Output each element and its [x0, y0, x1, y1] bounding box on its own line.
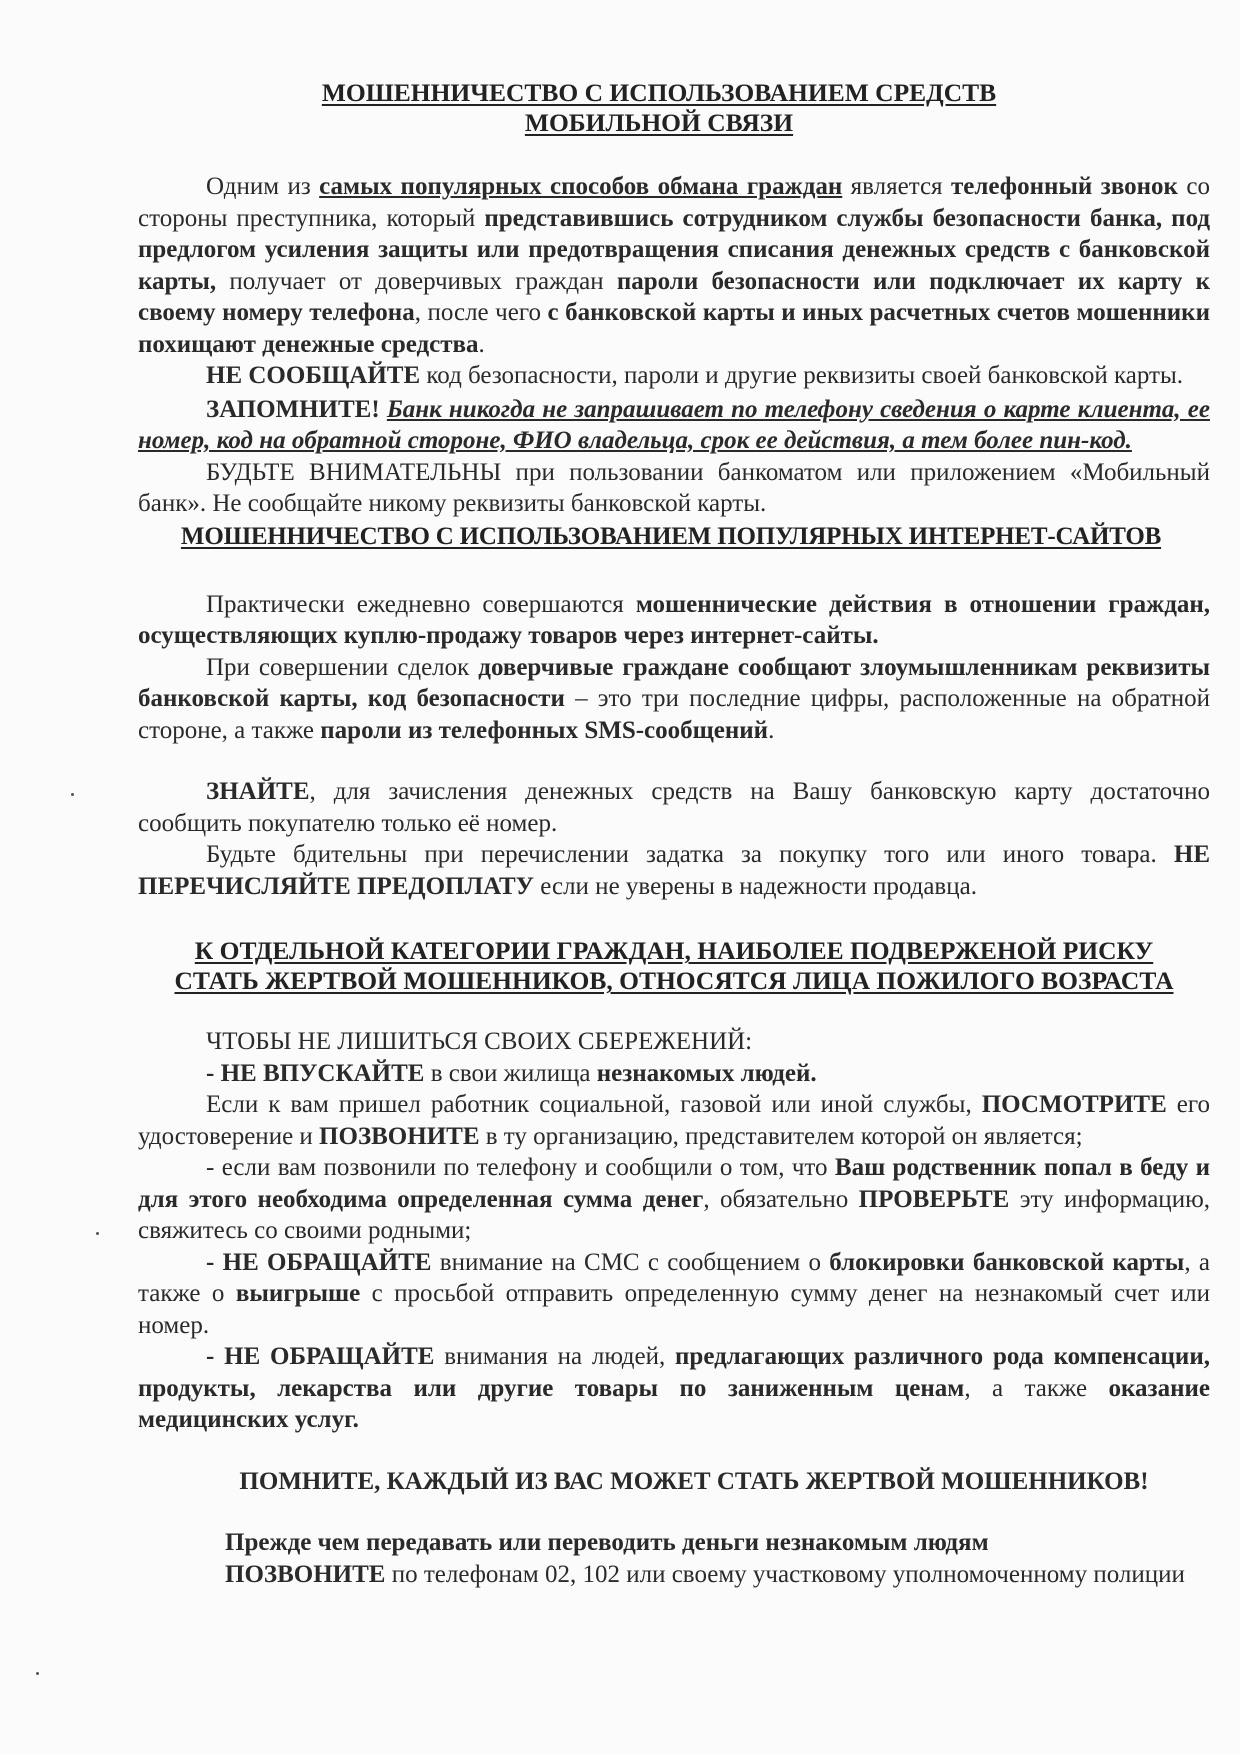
paragraph-deals: При совершении сделок доверчивые граждане сообщают злоумышленникам реквизиты банковской карты, код безопасности – это три последние цифры, расположенные на обратной стороне, а также пароли из телефонных SMS-сообщений. — [138, 653, 1210, 744]
heading-line-2: СТАТЬ ЖЕРТВОЙ МОШЕННИКОВ, ОТНОСЯТСЯ ЛИЦА ПОЖИЛОГО ВОЗРАСТА — [174, 966, 1174, 995]
heading-elderly — [138, 936, 1210, 996]
heading-mobile-fraud — [108, 78, 1210, 138]
paragraph-be-careful: БУДЬТЕ ВНИМАТЕЛЬНЫ при пользовании банкоматом или приложением «Мобильный банк». Не сообщайте никому реквизиты банковской карты. — [138, 458, 1210, 517]
document-page — [138, 78, 1210, 1590]
paragraph-phone-fraud: Одним из самых популярных способов обмана граждан является телефонный звонок со стороны преступника, который представившись сотрудником службы безопасности банка, под предлогом усиления защиты или предотвращения списания денежных средств с банковской карты, получает от доверчивых граждан пароли безопасности или подключает их карту к своему номеру телефона, после чего с банковской карты и иных расчетных счетов мошенники похищают денежные средства. — [138, 173, 1210, 358]
paragraph-sms: - НЕ ОБРАЩАЙТЕ внимание на СМС с сообщением о блокировки банковской карты, а также о выигрыше с просьбой отправить определенную сумму денег на незнакомый счет или номер. — [138, 1248, 1210, 1339]
paragraph-savings: ЧТОБЫ НЕ ЛИШИТЬСЯ СВОИХ СБЕРЕЖЕНИЙ: — [206, 1028, 753, 1055]
scan-speck — [71, 793, 74, 796]
scan-speck — [36, 1672, 39, 1675]
scan-speck — [96, 1232, 99, 1235]
heading-line-1: К ОТДЕЛЬНОЙ КАТЕГОРИИ ГРАЖДАН, НАИБОЛЕЕ ПОДВЕРЖЕНОЙ РИСКУ — [194, 936, 1154, 965]
heading-internet-fraud: МОШЕННИЧЕСТВО С ИСПОЛЬЗОВАНИЕМ ПОПУЛЯРНЫХ ИНТЕРНЕТ-САЙТОВ — [180, 522, 1162, 550]
paragraph-do-not-share: НЕ СООБЩАЙТЕ код безопасности, пароли и другие реквизиты своей банковской карты. — [206, 362, 1184, 389]
paragraph-internet-sites: Практически ежедневно совершаются мошеннические действия в отношении граждан, осуществляющих куплю-продажу товаров через интернет-сайты. — [138, 590, 1210, 649]
paragraph-offers: - НЕ ОБРАЩАЙТЕ внимания на людей, предлагающих различного рода компенсации, продукты, лекарства или другие товары по заниженным ценам, а также оказание медицинских услуг. — [138, 1343, 1210, 1433]
paragraph-call-police: Прежде чем передавать или переводить деньги незнакомым людям ПОЗВОНИТЕ по телефонам 02, 102 или своему участковому уполномоченному полиции — [225, 1529, 1185, 1588]
paragraph-warning: ПОМНИТЕ, КАЖДЫЙ ИЗ ВАС МОЖЕТ СТАТЬ ЖЕРТВОЙ МОШЕННИКОВ! — [239, 1467, 1149, 1495]
paragraph-do-not-let-in: - НЕ ВПУСКАЙТЕ в свои жилища незнакомых людей. — [206, 1059, 817, 1087]
paragraph-relative-call: - если вам позвонили по телефону и сообщили о том, что Ваш родственник попал в беду и для этого необходима определенная сумма денег, обязательно ПРОВЕРЬТЕ эту информацию, свяжитесь со своими родными; — [138, 1154, 1211, 1244]
paragraph-know: ЗНАЙТЕ, для зачисления денежных средств на Вашу банковскую карту достаточно сообщить покупателю только её номер. — [138, 778, 1210, 837]
paragraph-check-id: Если к вам пришел работник социальной, газовой или иной службы, ПОСМОТРИТЕ его удостоверение и ПОЗВОНИТЕ в ту организацию, представителем которой он является; — [138, 1091, 1211, 1150]
heading-line-1: МОШЕННИЧЕСТВО С ИСПОЛЬЗОВАНИЕМ СРЕДСТВ — [321, 78, 997, 107]
heading-line-2: МОБИЛЬНОЙ СВЯЗИ — [524, 108, 794, 137]
paragraph-remember: ЗАПОМНИТЕ! Банк никогда не запрашивает по телефону сведения о карте клиента, ее номер, код на обратной стороне, ФИО владельца, срок ее действия, а тем более пин-код. — [138, 395, 1210, 454]
paragraph-prepayment: Будьте бдительны при перечислении задатка за покупку того или иного товара. НЕ ПЕРЕЧИСЛЯЙТЕ ПРЕДОПЛАТУ если не уверены в надежности продавца. — [138, 841, 1210, 900]
